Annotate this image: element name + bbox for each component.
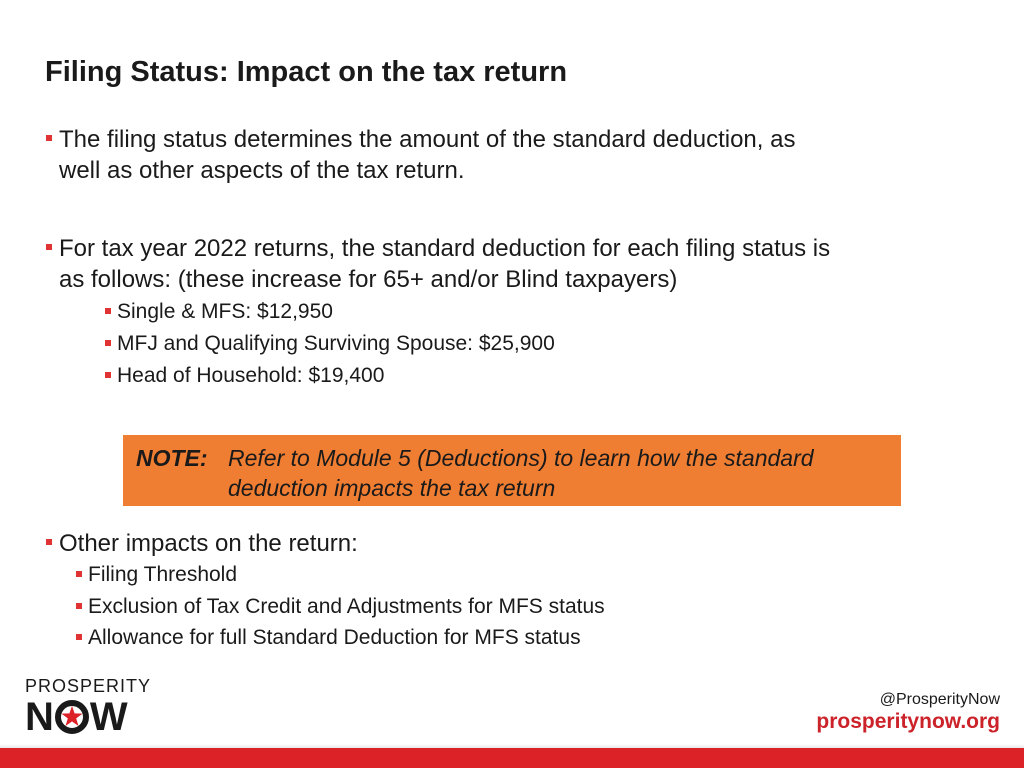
bullet-marker-icon [46,539,52,545]
logo-letter-n: N [25,695,54,739]
bullet-marker-icon [105,372,111,378]
sub-bullet-text: Allowance for full Standard Deduction for MFS status [88,626,581,649]
sub-bullet-text: Single & MFS: $12,950 [117,300,333,323]
bullet-marker-icon [76,571,82,577]
footer-bar [0,748,1024,768]
bullet-marker-icon [76,634,82,640]
note-text-line: deduction impacts the tax return [228,475,556,501]
logo-wordmark-bottom [25,697,128,737]
note-box [123,435,901,506]
bullet-marker-icon [105,308,111,314]
logo-o-star-icon [54,697,90,737]
bullet-standard-deduction-continued [59,155,465,186]
bullet-tax-year-2022 [59,233,830,264]
bullet-standard-deduction [59,124,795,155]
sub-bullet-text: Filing Threshold [88,563,238,586]
logo-letter-w: W [89,695,128,739]
logo-wordmark-top: PROSPERITY [25,676,152,696]
note-label: NOTE: [136,445,208,471]
bullet-other-impacts [59,528,358,559]
bullet-marker-icon [105,340,111,346]
bullet-text: well as other aspects of the tax return. [59,157,465,184]
bullet-text: The filing status determines the amount of the standard deduction, as [59,126,796,153]
bullet-text: as follows: (these increase for 65+ and/or Blind taxpayers) [59,266,678,293]
sub-bullet-filing-threshold [88,561,237,589]
bullet-marker-icon [46,135,52,141]
bullet-marker-icon [46,244,52,250]
bullet-text: Other impacts on the return: [59,530,358,557]
sub-bullet-head-of-household [117,362,384,390]
bullet-text: For tax year 2022 returns, the standard deduction for each filing status is [59,235,831,262]
sub-bullet-mfj [117,330,555,358]
sub-bullet-text: Exclusion of Tax Credit and Adjustments for MFS status [88,595,605,618]
sub-bullet-allowance [88,624,581,652]
sub-bullet-single-mfs [117,298,333,326]
sub-bullet-text: MFJ and Qualifying Surviving Spouse: $25,900 [117,332,555,355]
note-text [228,443,888,503]
website-link[interactable]: prosperitynow.org [816,710,1000,733]
sub-bullet-text: Head of Household: $19,400 [117,364,385,387]
social-handle: @ProsperityNow [879,691,1000,708]
prosperity-now-logo [25,677,155,737]
sub-bullet-exclusion [88,593,605,621]
slide-title: Filing Status: Impact on the tax return [45,56,568,88]
bullet-tax-year-2022-continued [59,264,677,295]
bullet-marker-icon [76,603,82,609]
note-text-line: Refer to Module 5 (Deductions) to learn how the standard [228,445,814,471]
